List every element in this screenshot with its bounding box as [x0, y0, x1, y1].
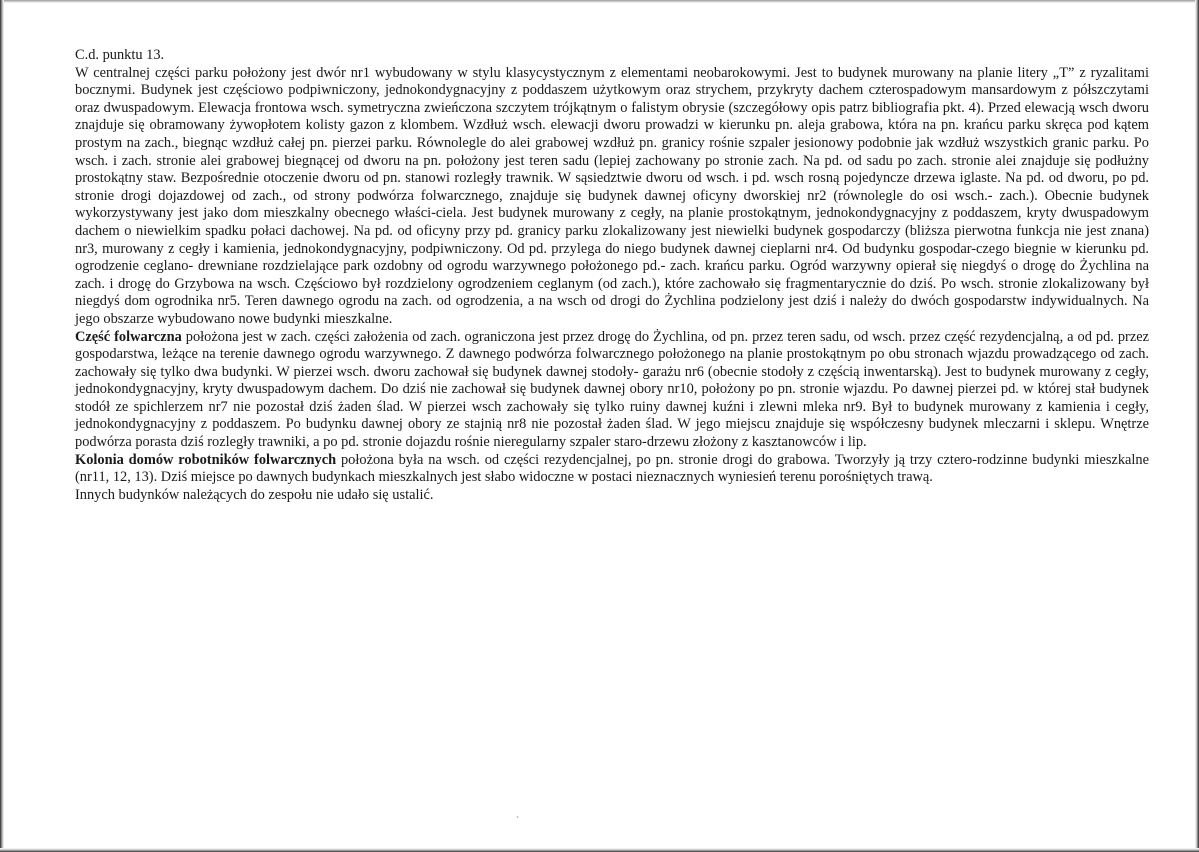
paragraph-workers-colony — [75, 452, 1149, 487]
farm-section-heading: Część folwarczna — [75, 328, 182, 345]
scan-edge-left — [0, 0, 4, 852]
scan-edge-bottom — [0, 848, 1199, 852]
workers-colony-text: położona była na wsch. od części rezydencjalnej, po pn. stronie drogi do grabowa. Tworzyły ją trzy cztero-rodzinne budynki mieszkalne (nr11, 12, 13). Dziś miejsce po dawnych budynkach mieszkalnych jest słabo widoczne w postaci nieznacznych wyniesień terenu porośniętych trawą. — [75, 451, 1149, 486]
scan-edge-top — [0, 0, 1199, 3]
paragraph-farm-section — [75, 329, 1149, 452]
farm-section-text: położona jest w zach. części założenia od zach. ograniczona jest przez drogę do Żychlina, od pn. przez teren sadu, od wsch. przez część rezydencjalną, a od pd. przez gospodarstwa, leżące na terenie dawnego ogrodu warzywnego. Z dawnego podwórza folwarcznego położonego na planie prostokątnym po obu stronach wjazdu prowadzącego od zach. zachowały się tylko dwa budynki. W pierzei wsch. dworu zachował się budynek dawnej stodoły- garażu nr6 (obecnie stodoły z częścią inwentarską). Jest to budynek murowany z cegły, jednokondygnacyjny, kryty dwuspadowym dachem. Do dziś nie zachował się budynek dawnej obory nr10, położony po pn. stronie wjazdu. Po dawnej pierzei pd. w której stał budynek stodół ze spichlerzem nr7 nie pozostał dziś żaden ślad. W pierzei wsch zachowały się tylko ruiny dawnej kuźni i zlewni mleka nr9. Był to budynek murowany z kamienia i cegły, jednokondygnacyjny z poddaszem. Po budynku dawnej obory ze stajnią nr8 nie pozostał żaden ślad. W jego miejscu znajduje się współczesny budynek mleczarni i sklepu. Wnętrze podwórza porasta dziś rozległy trawniki, a po pd. stronie dojazdu rośnie nieregularny szpaler staro-drzewu złożony z kasztanowców i lip. — [75, 328, 1149, 451]
workers-colony-heading: Kolonia domów robotników folwarcznych — [75, 451, 337, 468]
paragraph-central-park: W centralnej części parku położony jest dwór nr1 wybudowany w stylu klasycystycznym z elementami neobarokowymi. Jest to budynek murowany na planie litery „T” z ryzalitami bocznymi. Budynek jest częściowo podpiwniczony, jednokondygnacyjny z poddaszem użytkowym oraz strychem, przykryty dachem czterospadowym mansardowym z półszczytami oraz dwuspadowym. Elewacja frontowa wsch. symetryczna zwieńczona szczytem trójkątnym o falistym obrysie (szczegółowy opis patrz bibliografia pkt. 4). Przed elewacją wsch dworu znajduje się obramowany żywopłotem kolisty gazon z klombem. Wzdłuż wsch. elewacji dworu prowadzi w kierunku pn. aleja grabowa, która na pn. krańcu parku skręca pod kątem prostym na zach., biegnąc wzdłuż całej pn. pierzei parku. Równolegle do alei grabowej wzdłuż pn. granicy rośnie szpaler jesionowy podobnie jak wzdłuż wszystkich granic parku. Po wsch. i zach. stronie alei grabowej biegnącej od dworu na pn. położony jest teren sadu (lepiej zachowany po stronie zach. Na pd. od sadu po zach. stronie alei znajduje się podłużny prostokątny staw. Bezpośrednie otoczenie dworu od pn. stanowi rozległy trawnik. W sąsiedztwie dworu od wsch. i pd. wsch rosną pojedyncze drzewa iglaste. Na pd. od dworu, po pd. stronie drogi dojazdowej od zach., od strony podwórza folwarcznego, znajduje się budynek dawnej oficyny dworskiej nr2 (równolegle do osi wsch.- zach.). Obecnie budynek wykorzystywany jest jako dom mieszkalny obecnego właści-ciela. Jest budynek murowany z cegły, na planie prostokątnym, jednokondygnacyjny z poddaszem, kryty dwuspadowym dachem o niewielkim spadku połaci dachowej. Na pd. od oficyny przy pd. granicy parku zlokalizowany jest niewielki budynek gospodarczy (bliższa pierwotna funkcja nie jest znana) nr3, murowany z cegły i kamienia, jednokondygnacyjny, podpiwniczony. Od pd. przylega do niego budynek dawnej cieplarni nr4. Od budynku gospodar-czego biegnie w kierunku pd. ogrodzenie ceglano- drewniane rozdzielające park ozdobny od ogrodu warzywnego położonego pd.- zach. krańcu parku. Ogród warzywny opierał się niegdyś o drogę do Żychlina na zach. i drogę do Grzybowa na wsch. Częściowo był rozdzielony ogrodzeniem ceglanym (od zach.), które zachowało się fragmentarycznie do dziś. Po wsch. stronie zlokalizowany był niegdyś dom ogrodnika nr5. Teren dawnego ogrodu na zach. od ogrodzenia, a na wsch od drogi do Żychlina podzielony jest dziś i należy do dwóch gospodarstw indywidualnych. Na jego obszarze wybudowano nowe budynki mieszkalne. — [75, 64, 1149, 327]
scan-speck-mark: ˏ — [516, 808, 519, 818]
document-body — [75, 47, 1149, 504]
scan-edge-right — [1195, 0, 1199, 852]
document-header: C.d. punktu 13. — [75, 47, 165, 63]
closing-line: Innych budynków należących do zespołu nie udało się ustalić. — [75, 486, 434, 503]
